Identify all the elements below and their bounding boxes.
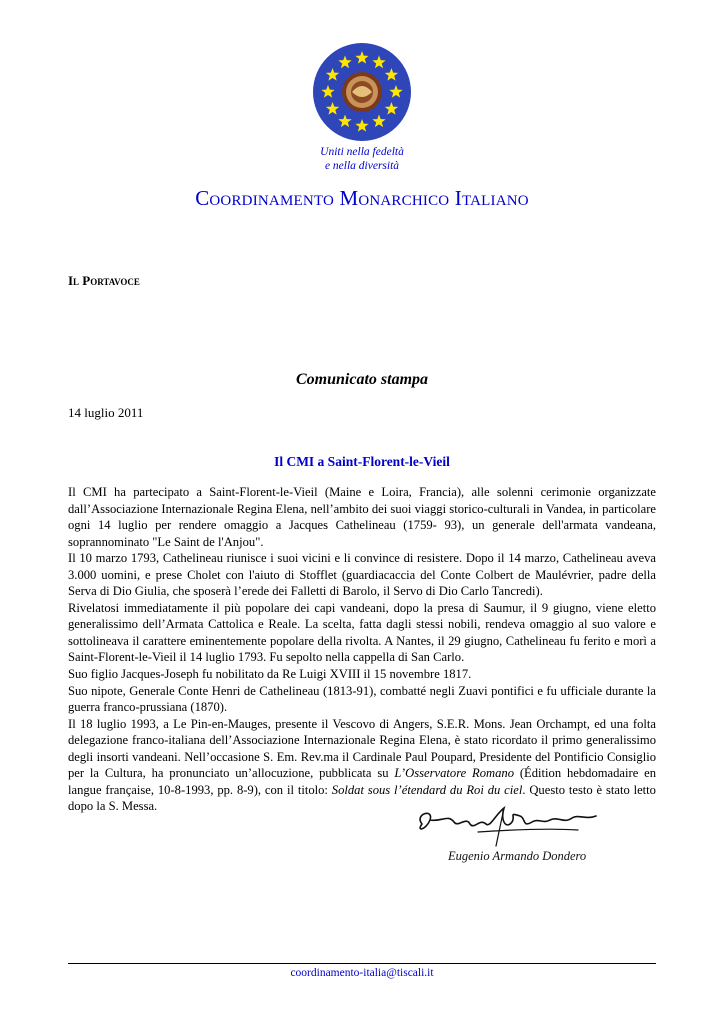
speech-title: Soldat sous l’étendard du Roi du ciel — [331, 782, 523, 797]
body-text — [68, 484, 656, 815]
spokesman-label: Il Portavoce — [68, 273, 140, 288]
signature-block — [408, 794, 604, 868]
footer-divider — [68, 963, 656, 964]
paragraph-6-text-c: . Questo testo è stato letto dopo la S. Messa. — [68, 782, 656, 814]
paragraph-6-text-a: Il 18 luglio 1993, a Le Pin-en-Mauges, presente il Vescovo di Angers, S.E.R. Mons. Jean Orchampt, ed una folta delegazione franco-italiana dell’Associazione Internazionale Regina Elena, è stato ricordato il primo generalissimo degli insorti vandeani. Nell’occasione S. Em. Rev.ma il Cardinale Paul Poupard, Presidente del Pontificio Consiglio per la Cultura, ha pronunciato un’allocuzione, pubblicata su — [68, 716, 656, 781]
signature-icon — [408, 794, 604, 868]
emblem-logo — [312, 42, 412, 142]
signature-printed-name: Eugenio Armando Dondero — [448, 849, 587, 863]
monarchist-coordination-emblem-icon — [312, 42, 412, 142]
motto-line-2: e nella diversità — [324, 160, 400, 172]
document-type: Comunicato stampa — [295, 371, 429, 388]
paragraph-6-text-b: (Édition hebdomadaire en langue française, 10-8-1993, pp. 8-9), con il titolo: — [68, 766, 657, 797]
organization-title: Coordinamento Monarchico Italiano — [195, 186, 529, 210]
footer-email-link[interactable]: coordinamento-italia@tiscali.it — [290, 967, 434, 979]
motto-line-1: Uniti nella fedeltà — [320, 146, 404, 158]
paragraph-5: Suo nipote, Generale Conte Henri de Cathelineau (1813-91), combatté negli Zuavi pontifici e fu ufficiale durante la guerra franco-prussiana (1870). — [68, 683, 656, 715]
paragraph-1: Il CMI ha partecipato a Saint-Florent-le-Vieil (Maine e Loira, Francia), alle solenni cerimonie organizzate dall’Associazione Internazionale Regina Elena, nell’ambito dei suoi viaggi storico-culturali in Vandea, in particolare ogni 14 luglio per rendere omaggio a Jacques Cathelineau (1759- 93), un generale dell'armata vandeana, soprannominato "Le Saint de l'Anjou". — [68, 485, 656, 549]
paragraph-2: Il 10 marzo 1793, Cathelineau riunisce i suoi vicini e li convince di resistere. Dopo il 14 marzo, Cathelineau aveva 3.000 uomini, e prese Cholet con l'aiuto di Stofflet (guardiacaccia del Conte Colbert de Maulévrier, padre della Serva di Dio Giulia, che sposerà l’erede dei Falletti di Barolo, il Servo di Dio Carlo Tancredi). — [68, 551, 656, 599]
motto — [262, 145, 462, 173]
press-release-headline: Il CMI a Saint-Florent-le-Vieil — [274, 454, 450, 469]
document-date: 14 luglio 2011 — [68, 405, 144, 420]
paragraph-4: Suo figlio Jacques-Joseph fu nobilitato da Re Luigi XVIII il 15 novembre 1817. — [68, 667, 472, 682]
paragraph-3: Rivelatosi immediatamente il più popolare dei capi vandeani, dopo la presa di Saumur, il 9 giugno, viene eletto generalissimo dell’Armata Cattolica e Reale. La scelta, fatta dagli stessi nobili, rendeva omaggio al suo valore e sottolineava il carattere eminentemente popolare della rivolta. A Nantes, il 29 giugno, Cathelineau fu ferito e morì a Saint-Florent-le-Vieil il 14 luglio 1793. Fu sepolto nella cappella di San Carlo. — [68, 600, 656, 665]
newspaper-title: L’Osservatore Romano — [394, 766, 515, 781]
